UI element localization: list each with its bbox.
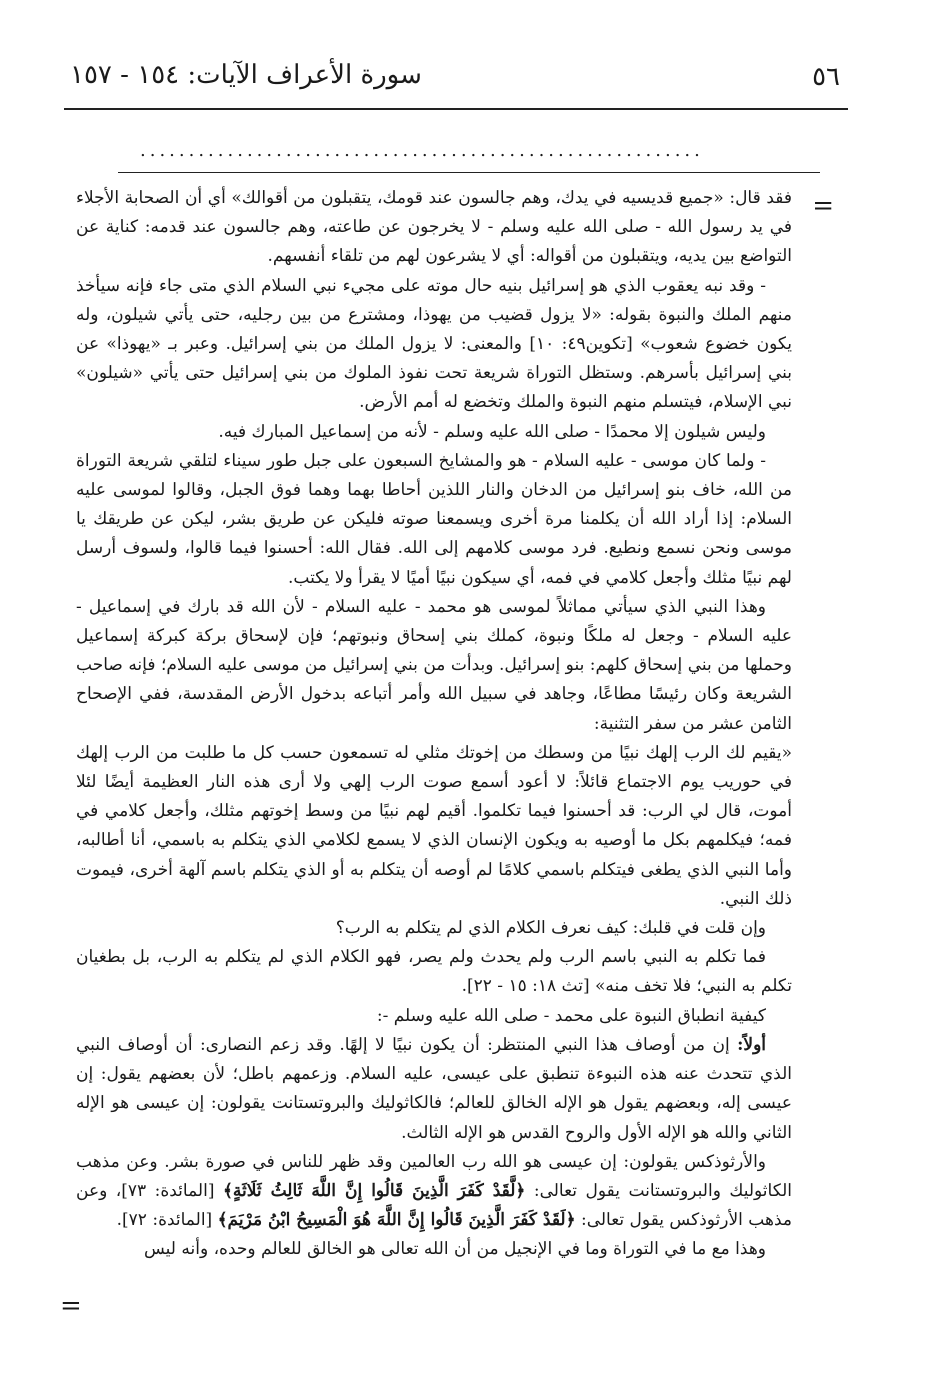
page-number: ٥٦ <box>812 62 840 92</box>
paragraph: - ولما كان موسى - عليه السلام - هو والمشايخ السبعون على جبل طور سيناء لتلقي شريعة التوراة من الله، خاف بنو إسرائيل من الدخان والنار اللذين أحاطا بهما وهما فوق الجبل، وقالوا لموسى عليه السلام: إذا أراد الله أن يكلمنا مرة أخرى ويسمعنا صوته فليكن عن طريق بشر، ليكن عن طريقك يا موسى ونحن نسمع ونطيع. فرد موسى كلامهم إلى الله. فقال الله: أحسنوا فيما قالوا، ولسوف أرسل لهم نبيًا مثلك وأجعل كلامي في فمه، أي سيكون نبيًا أميًا لا يقرأ ولا يكتب. <box>76 450 792 588</box>
quran-verse-2: ﴿لَقَدْ كَفَرَ الَّذِينَ قَالُوا إِنَّ اللَّهَ هُوَ الْمَسِيحُ ابْنُ مَرْيَمَ﴾ <box>217 1210 576 1231</box>
margin-mark-bottom: = <box>60 1291 82 1321</box>
body-text <box>76 184 792 1265</box>
paragraph: وهذا النبي الذي سيأتي مماثلاً لموسى هو محمد - عليه السلام - لأن الله قد بارك في إسماعيل - عليه السلام - وجعل له ملكًا ونبوة، كملك بني إسحاق ونبوتهم؛ فإن لإسحاق بركة كبركة إسماعيل وحملها من بني إسحاق كلهم: بنو إسرائيل. وبدأت من بني إسرائيل من موسى عليه السلام؛ فإنه صاحب الشريعة وكان رئيسًا مطاعًا، وجاهد في سبيل الله وأمر أتباعه بدخول الأرض المقدسة، ففي الإصحاح الثامن عشر من سفر التثنية: <box>76 596 792 734</box>
separator-dots: .......................................................... <box>140 140 704 161</box>
paragraph: - وقد نبه يعقوب الذي هو إسرائيل بنيه حال موته على مجيء نبي السلام الذي متى جاء فإنه سيأخذ منهم الملك والنبوة بقوله: «لا يزول قضيب من يهوذا، ومشترع من بين رجليه، حتى يأتي شيلون، وله يكون خضوع شعوب» [تكوين٤٩: ١٠] والمعنى: لا يزول الملك من بني إسرائيل. وعبر بـ «يهوذا» عن بني إسرائيل بأسرهم. وستظل التوراة شريعة تحت نفوذ الملوك من بني إسرائيل حتى يأتي «شيلون» نبي الإسلام، فيتسلم منهم النبوة والملك وتخضع له أمم الأرض. <box>76 275 792 413</box>
page-header <box>70 58 840 98</box>
orthodox-text-1: والأرثوذكس يقولون: إن عيسى هو الله رب العالمين وقد ظهر للناس في صورة بشر. وعن مذهب الكاثوليك والبروتستانت يقول تعالى: <box>76 1151 792 1201</box>
point-first <box>76 1031 792 1148</box>
separator-rule <box>118 172 820 173</box>
paragraph: فقد قال: «جميع قديسيه في يدك، وهم جالسون عند قومك، يتقبلون من أقوالك» أي أن الصحابة الأجلاء في يد رسول الله - صلى الله عليه وسلم - لا يخرجون عن طاعته، وهم جالسون عند قدمه: كناية عن التواضع بين يديه، ويتقبلون من أقواله: أي لا يشرعون لهم من تلقاء أنفسهم. <box>76 188 792 267</box>
section-heading: كيفية انطباق النبوة على محمد - صلى الله عليه وسلم -: <box>376 1005 766 1026</box>
paragraph: وإن قلت في قلبك: كيف نعرف الكلام الذي لم يتكلم به الرب؟ <box>335 918 766 939</box>
margin-mark-top: = <box>812 191 834 221</box>
header-rule <box>64 108 848 110</box>
last-paragraph: وهذا مع ما في التوراة وما في الإنجيل من أن الله تعالى هو الخالق للعالم وحده، وأنه ليس <box>144 1239 766 1260</box>
paragraph: فما تكلم به النبي باسم الرب ولم يحدث ولم يصر، فهو الكلام الذي لم يتكلم به الرب، بل بطغيان تكلم به النبي؛ فلا تخف منه» [تث ١٨: ١٥ - ٢٢]. <box>76 947 792 997</box>
orthodox-paragraph <box>76 1148 792 1236</box>
quran-verse-1: ﴿لَّقَدْ كَفَرَ الَّذِينَ قَالُوا إِنَّ اللَّهَ ثَالِثُ ثَلَاثَةٍ﴾ <box>222 1180 526 1201</box>
point-first-text: إن من أوصاف هذا النبي المنتظر: أن يكون نبيًا لا إلهًا. وقد زعم النصارى: أن أوصاف النبي الذي تتحدث عنه هذه النبوءة تنطبق على عيسى، عليه السلام. وزعمهم باطل؛ لأن بعضهم يقول: إن عيسى إله، وبعضهم يقول هو الإله الخالق للعالم؛ فالكاثوليك والبروتستانت يقولون: إن عيسى هو الإله الثاني والله هو الإله الأول والروح القدس هو الإله الثالث. <box>76 1034 792 1143</box>
orthodox-text-3: [المائدة: ٧٢]. <box>116 1210 218 1231</box>
running-title: سورة الأعراف الآيات: ١٥٤ - ١٥٧ <box>70 60 422 90</box>
point-first-label: أولاً: <box>737 1034 766 1055</box>
orthodox-text-2: [المائدة: ٧٣]، وعن مذهب الأرثوذكس يقول تعالى: <box>76 1180 792 1231</box>
quotation-paragraph: «يقيم لك الرب إلهك نبيًا من وسطك من إخوتك مثلي له تسمعون حسب كل ما طلبت من الرب إلهك في حوريب يوم الاجتماع قائلاً: لا أعود أسمع صوت الرب إلهي ولا أرى هذه النار العظيمة أيضًا لئلا أموت، قال لي الرب: قد أحسنوا فيما تكلموا. أقيم لهم نبيًا من وسط إخوتهم مثلك، وأجعل كلامي في فمه؛ فيكلمهم بكل ما أوصيه به ويكون الإنسان الذي لا يسمع لكلامي الذي يتكلم به باسمي، أنا أطالبه، وأما النبي الذي يطغى فيتكلم باسمي كلامًا لم أوصه أن يتكلم به أو الذي يتكلم باسم آلهة أخرى، فيموت ذلك النبي. <box>76 742 792 909</box>
paragraph: وليس شيلون إلا محمدًا - صلى الله عليه وسلم - لأنه من إسماعيل المبارك فيه. <box>218 421 766 442</box>
